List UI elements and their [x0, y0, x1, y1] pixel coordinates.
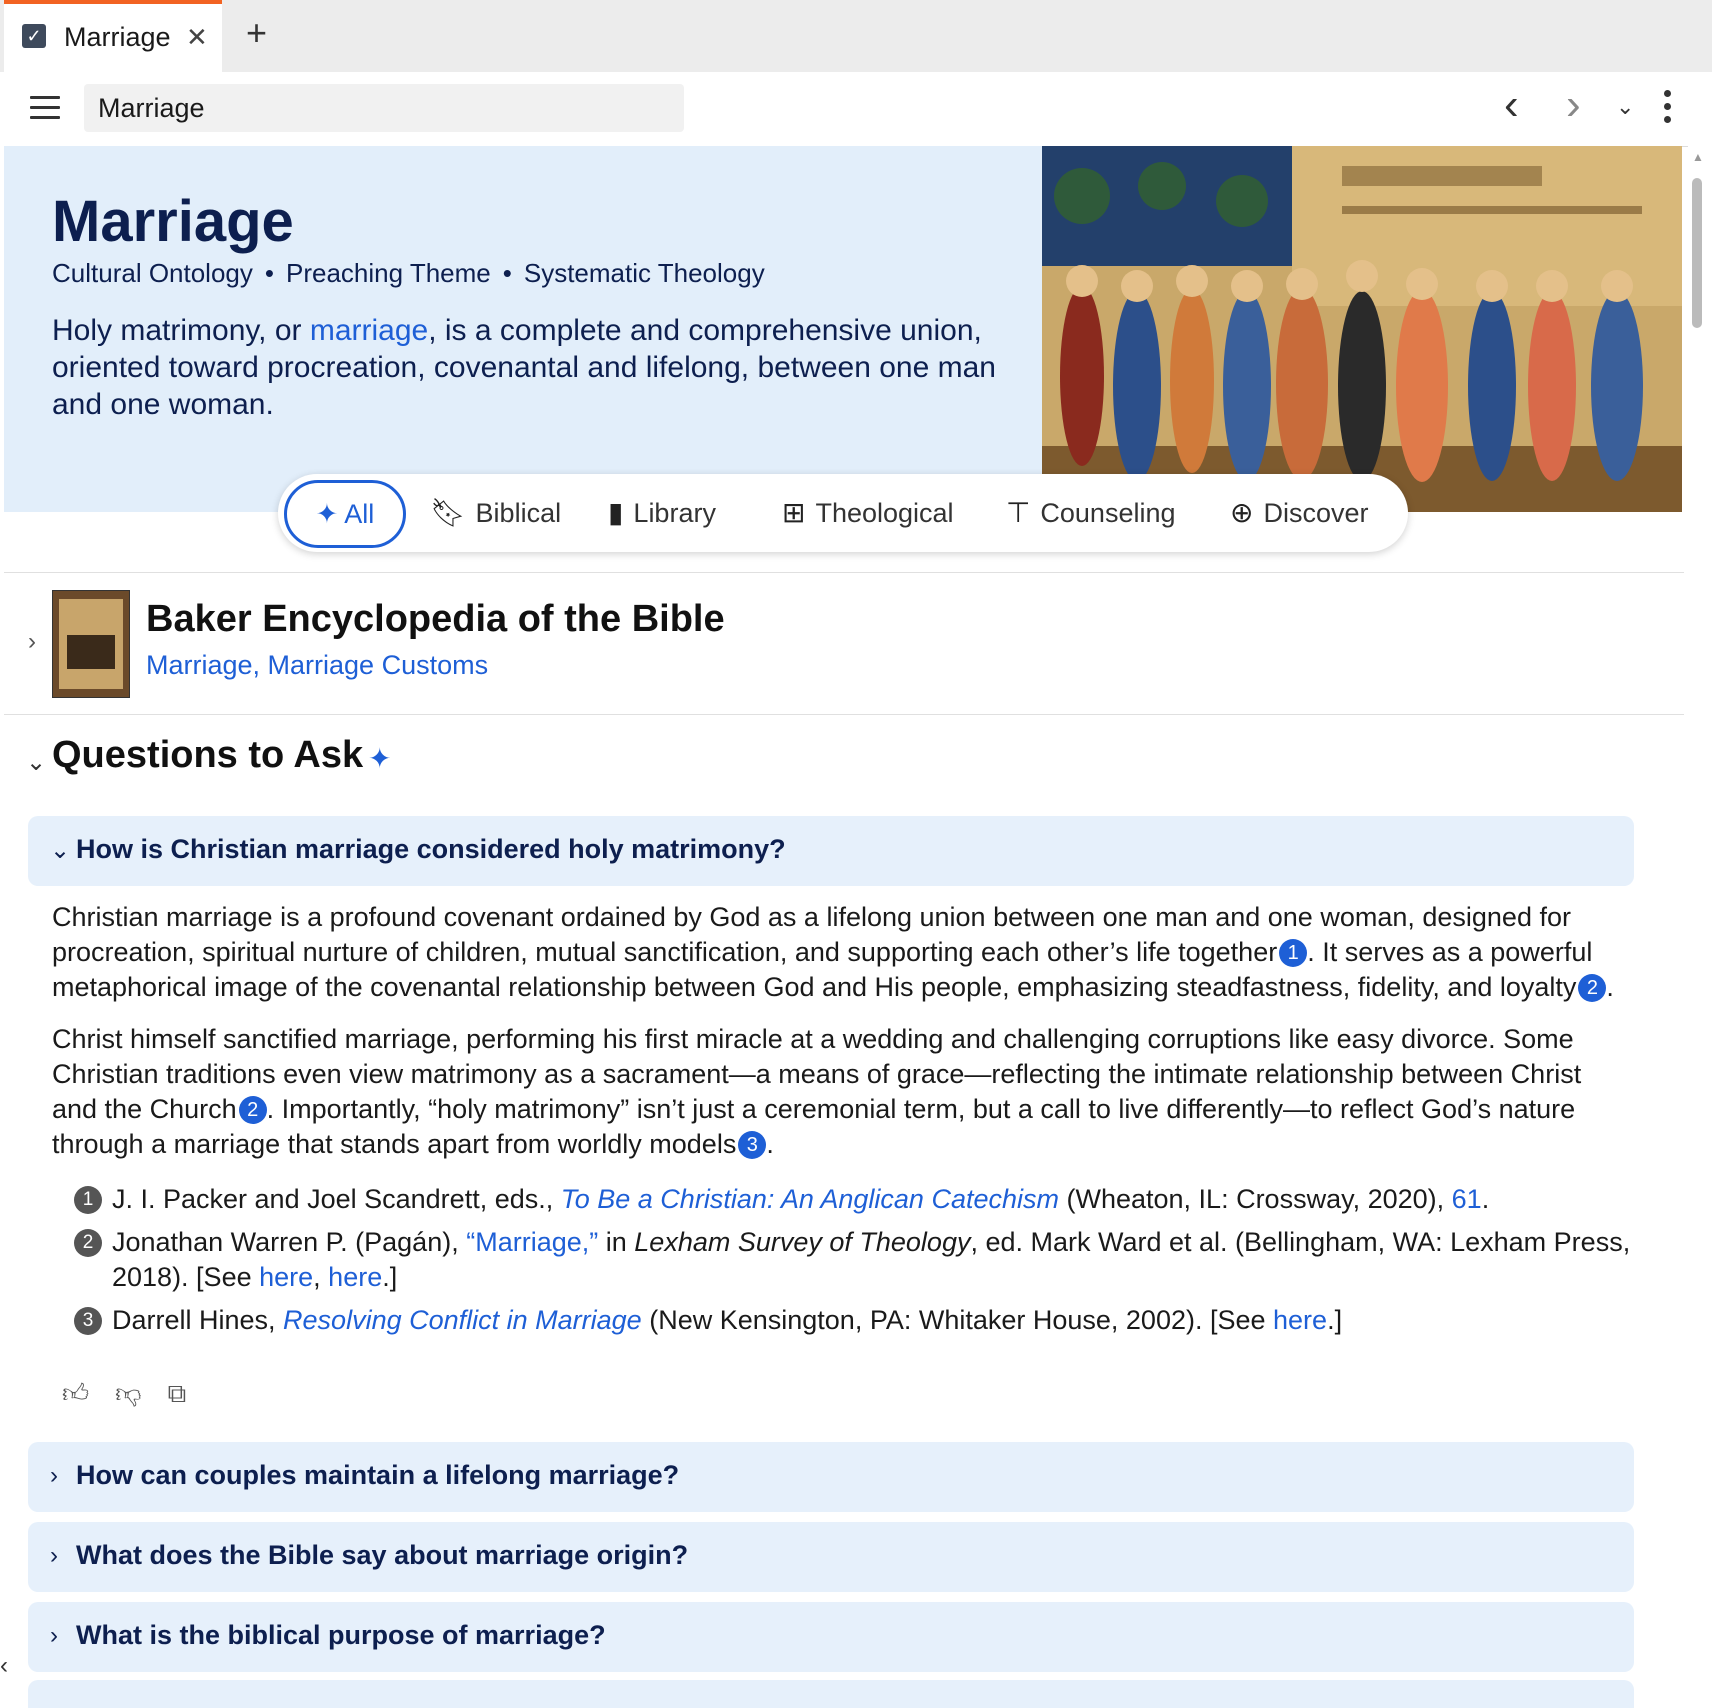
- question-open[interactable]: [28, 816, 1634, 886]
- chevron-right-icon[interactable]: ›: [28, 628, 36, 655]
- reference-number: 1: [74, 1186, 102, 1214]
- more-options-icon[interactable]: [1664, 90, 1670, 129]
- ref-text: .]: [1327, 1305, 1343, 1335]
- filter-counseling-label: Counseling: [1040, 498, 1176, 528]
- filter-theological-label: Theological: [815, 498, 954, 528]
- tab-marriage[interactable]: [4, 0, 222, 72]
- book-title[interactable]: Baker Encyclopedia of the Bible: [146, 598, 725, 640]
- wedding-painting-image: [1042, 146, 1682, 512]
- ref-text: .: [1481, 1184, 1490, 1214]
- page-title: Marriage: [52, 189, 294, 254]
- question-collapsed-partial[interactable]: [28, 1680, 1634, 1708]
- new-tab-button[interactable]: +: [246, 12, 268, 53]
- reference-number: 2: [74, 1229, 102, 1257]
- ai-sparkle-icon: ✦: [368, 743, 392, 774]
- tab-title: Marriage: [64, 22, 171, 52]
- filter-library-label: Library: [633, 498, 716, 528]
- ref-text: (Wheaton, IL: Crossway, 2020),: [1058, 1184, 1452, 1214]
- collapse-panel-icon[interactable]: ‹: [0, 1652, 8, 1679]
- hero-panel: [4, 146, 1044, 512]
- filter-all[interactable]: [284, 480, 406, 548]
- reference-link[interactable]: To Be a Christian: An Anglican Catechism: [560, 1184, 1059, 1214]
- filter-biblical[interactable]: [430, 474, 561, 552]
- reference-number: 3: [74, 1307, 102, 1335]
- reference-item: [74, 1303, 1634, 1338]
- tag-preaching-theme[interactable]: Preaching Theme: [286, 258, 491, 288]
- answer-text: . Importantly, “holy matrimony” isn’t just a ceremonial term, but a call to live differently—to reflect God’s nature through a marriage that stands apart from worldly models: [52, 1094, 1576, 1159]
- tag-systematic-theology[interactable]: Systematic Theology: [523, 258, 765, 288]
- answer-text: Christian marriage is a profound covenant ordained by God as a lifelong union between one man and one woman, designed for procreation, spiritual nurture of children, mutual sanctification, and supporting each other’s life together: [52, 902, 1571, 967]
- chevron-right-icon: ›: [50, 1542, 58, 1569]
- chevron-down-icon[interactable]: ⌄: [1616, 94, 1635, 119]
- answer-text: Christ himself sanctified marriage, performing his first miracle at a wedding and challenging corruptions like easy divorce. Some Christian traditions even view matrimony as a sacrament—a means of grace—reflecting the intimate relationship between Christ and the Church: [52, 1024, 1582, 1124]
- ref-italic: Lexham Survey of Theology: [634, 1227, 971, 1257]
- chevron-down-icon: ⌄: [50, 837, 71, 864]
- bookmark-icon: 🔖︎: [430, 497, 466, 528]
- marriage-link[interactable]: marriage: [309, 314, 429, 347]
- tab-bar: [0, 0, 1712, 72]
- filter-counseling[interactable]: [1006, 474, 1175, 552]
- topic-description: [52, 312, 1012, 423]
- ref-text: in: [598, 1227, 635, 1257]
- references-list: [74, 1182, 1634, 1346]
- filter-library[interactable]: [608, 474, 716, 552]
- answer-text: . It serves as a powerful metaphorical image of the covenantal relationship between God and His people, emphasizing steadfastness, fidelity, and loyalty: [52, 937, 1593, 1002]
- chevron-right-icon: ›: [50, 1622, 58, 1649]
- ref-text: .]: [382, 1262, 398, 1292]
- thumbs-up-icon[interactable]: 👍︎: [62, 1378, 90, 1408]
- question-collapsed[interactable]: [28, 1442, 1634, 1512]
- answer-text: .: [1606, 972, 1614, 1002]
- reference-item: [74, 1225, 1634, 1295]
- book-cover-image[interactable]: [52, 590, 130, 698]
- copy-icon[interactable]: ⧉: [167, 1378, 187, 1408]
- chevron-down-icon[interactable]: ⌄: [26, 749, 47, 776]
- here-link[interactable]: here: [1273, 1305, 1328, 1335]
- back-arrow-icon[interactable]: ‹: [1504, 80, 1519, 129]
- citation-badge[interactable]: 1: [1279, 939, 1307, 967]
- close-icon[interactable]: ✕: [186, 22, 208, 52]
- discover-icon: ⊕: [1230, 497, 1254, 528]
- question-collapsed[interactable]: [28, 1602, 1634, 1672]
- reference-link[interactable]: “Marriage,”: [466, 1227, 599, 1257]
- hierarchy-icon: ⊞: [782, 497, 806, 528]
- answer-text: .: [766, 1129, 774, 1159]
- ref-text: Jonathan Warren P. (Pagán),: [112, 1227, 467, 1257]
- answer-paragraph-1: [52, 900, 1632, 1005]
- forward-arrow-icon[interactable]: ›: [1566, 80, 1581, 129]
- here-link[interactable]: here: [328, 1262, 383, 1292]
- question-text: What does the Bible say about marriage origin?: [76, 1540, 689, 1570]
- citation-badge[interactable]: 3: [738, 1131, 766, 1159]
- ref-text: J. I. Packer and Joel Scandrett, eds.,: [112, 1184, 561, 1214]
- reference-item: [74, 1182, 1634, 1217]
- book-article-links[interactable]: Marriage, Marriage Customs: [146, 650, 489, 680]
- citation-badge[interactable]: 2: [1578, 974, 1606, 1002]
- ref-text: Darrell Hines,: [112, 1305, 284, 1335]
- tag-cultural-ontology[interactable]: Cultural Ontology: [52, 258, 253, 288]
- toolbar: [4, 72, 1712, 147]
- chevron-right-icon: ›: [50, 1462, 58, 1489]
- feedback-bar: [62, 1378, 212, 1410]
- section-title: Questions to Ask: [52, 734, 364, 776]
- ref-text: , ed. Mark Ward et al. (Bellingham, WA: Lexham Press, 2018). [See: [112, 1227, 1631, 1292]
- signpost-icon: ⊤: [1006, 497, 1031, 528]
- filter-theological[interactable]: [782, 474, 954, 552]
- question-text: How can couples maintain a lifelong marriage?: [76, 1460, 680, 1490]
- question-collapsed[interactable]: [28, 1522, 1634, 1592]
- question-text: How is Christian marriage considered holy matrimony?: [76, 834, 786, 864]
- sparkle-icon: ✦: [315, 499, 339, 529]
- topic-tags: Cultural Ontology • Preaching Theme • Systematic Theology: [52, 258, 765, 288]
- question-text: What is the biblical purpose of marriage?: [76, 1620, 606, 1650]
- thumbs-down-icon[interactable]: 👎︎: [115, 1378, 142, 1408]
- scrollbar[interactable]: [1688, 146, 1712, 1708]
- page-link[interactable]: 61: [1451, 1184, 1482, 1214]
- book-icon: ▮: [608, 497, 624, 528]
- filter-bar: [278, 474, 1408, 552]
- ref-text: (New Kensington, PA: Whitaker House, 2002). [See: [641, 1305, 1274, 1335]
- menu-icon[interactable]: [30, 96, 60, 120]
- answer-paragraph-2: [52, 1022, 1632, 1162]
- filter-biblical-label: Biblical: [475, 498, 562, 528]
- search-input[interactable]: Marriage: [84, 84, 684, 132]
- filter-discover[interactable]: [1230, 474, 1369, 552]
- citation-badge[interactable]: 2: [239, 1096, 267, 1124]
- filter-all-label: All: [344, 499, 375, 529]
- desc-text-rest: , is a complete and comprehensive union, oriented toward procreation, covenantal and lifelong, between one man and one woman.: [52, 314, 996, 421]
- desc-text: Holy matrimony, or: [52, 314, 310, 347]
- ref-text: ,: [313, 1262, 329, 1292]
- scrollbar-thumb[interactable]: [1692, 178, 1702, 328]
- here-link[interactable]: here: [259, 1262, 314, 1292]
- scroll-up-icon[interactable]: ▲: [1692, 150, 1704, 164]
- divider: [4, 714, 1684, 715]
- reference-link[interactable]: Resolving Conflict in Marriage: [283, 1305, 642, 1335]
- divider: [4, 572, 1684, 573]
- filter-discover-label: Discover: [1263, 498, 1369, 528]
- checkbox-doc-icon: ✓: [22, 24, 46, 48]
